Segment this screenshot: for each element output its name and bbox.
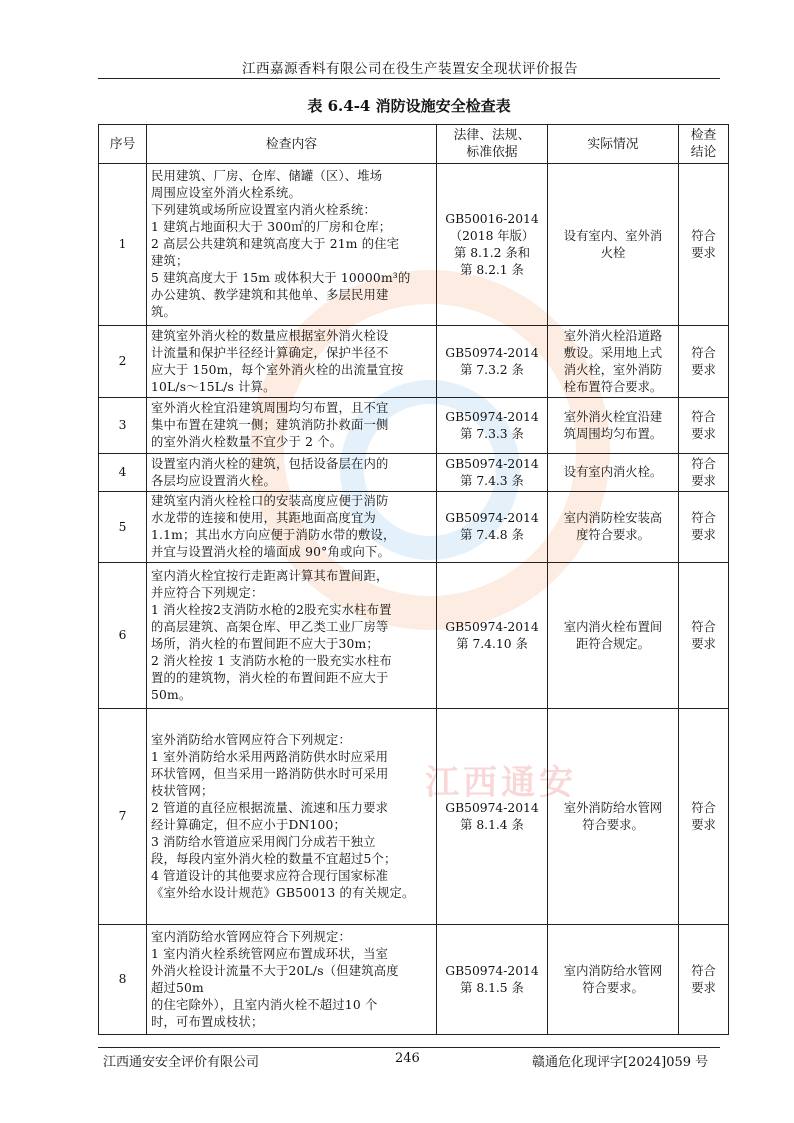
standard-basis-line: 第 7.4.3 条 (460, 473, 524, 488)
footer-rule (98, 1047, 720, 1048)
footer-company: 江西通安安全评价有限公司 (103, 1055, 260, 1070)
check-content-line: 环状管网，但当采用一路消防供水时可采用 (151, 766, 389, 781)
standard-basis-line: 第 7.3.3 条 (460, 426, 524, 441)
check-content-line: 3 消防给水管道应采用阀门分成若干独立 (151, 834, 376, 849)
check-content-line: 民用建筑、厂房、仓库、储罐（区）、堆场 (151, 169, 383, 183)
row-number: 4 (99, 454, 147, 492)
check-content-line: 各层均应设置消火栓。 (151, 473, 276, 488)
check-content-line: 2 消火栓按 1 支消防水枪的一股充实水柱布 (151, 653, 392, 668)
check-content-line: 水龙带的连接和使用，其距地面高度宜为 (151, 511, 376, 525)
table-row (99, 164, 729, 326)
actual-situation-line: 距符合规定。 (576, 636, 650, 651)
header-content: 检查内容 (147, 125, 437, 164)
check-result-line: 符合 (691, 963, 716, 978)
standard-basis-line: GB50974-2014 (445, 456, 539, 471)
table-row (99, 454, 729, 492)
actual-situation (548, 563, 679, 709)
check-content-line: 的高层建筑、高架仓库、甲乙类工业厂房等 (151, 619, 389, 634)
check-content-line: 并应符合下列规定： (151, 585, 264, 600)
check-content-line: 2 管道的直径应根据流量、流速和压力要求 (151, 800, 389, 815)
standard-basis-line: 第 8.2.1 条 (460, 262, 524, 277)
standard-basis-line: GB50016-2014 (445, 211, 539, 226)
check-content-line: 室内消火栓宜按行走距离计算其布置间距， (151, 568, 389, 583)
table-header-row (99, 125, 729, 164)
check-content (147, 398, 437, 454)
check-content (147, 925, 437, 1035)
check-result (679, 326, 729, 398)
actual-situation-line: 符合要求。 (582, 817, 644, 832)
check-content-line: 周围应设室外消火栓系统。 (151, 186, 301, 200)
row-number: 1 (99, 164, 147, 326)
actual-situation (548, 326, 679, 398)
row-number: 2 (99, 326, 147, 398)
actual-situation-line: 室内消火栓布置间 (563, 619, 663, 634)
standard-basis-line: GB50974-2014 (445, 345, 539, 360)
actual-situation (548, 492, 679, 563)
actual-situation-line: 栓布置符合要求。 (563, 379, 663, 394)
check-content-line: 场所，消火栓的布置间距不应大于30m； (151, 636, 379, 651)
actual-situation (548, 454, 679, 492)
row-number: 6 (99, 563, 147, 709)
check-content-line: 设置室内消火栓的建筑，包括设备层在内的 (151, 456, 389, 471)
check-content (147, 709, 437, 925)
check-result-line: 要求 (691, 636, 716, 651)
check-result (679, 925, 729, 1035)
check-content-line: 50m。 (151, 687, 192, 702)
check-result-line: 要求 (691, 817, 716, 832)
standard-basis-line: GB50974-2014 (445, 511, 539, 525)
standard-basis (437, 454, 548, 492)
header-actual: 实际情况 (548, 125, 679, 164)
table-title: 表 6.4-4 消防设施安全检查表 (307, 97, 511, 115)
check-result-line: 符合 (691, 409, 716, 424)
actual-situation-line: 设有室内消火栓。 (563, 465, 663, 479)
check-result-line: 符合 (691, 800, 716, 815)
actual-situation-line: 消火栓，室外消防 (563, 362, 663, 377)
table-row (99, 563, 729, 709)
check-result (679, 709, 729, 925)
actual-situation (548, 164, 679, 326)
standard-basis-line: 第 8.1.2 条和 (454, 245, 530, 260)
standard-basis-line: GB50974-2014 (445, 963, 539, 978)
check-result-line: 符合 (691, 228, 716, 243)
check-content-line: 4 管道设计的其他要求应符合现行国家标准 (151, 868, 389, 883)
check-content-line: 置的的建筑物，消火栓的布置间距不应大于 (151, 670, 389, 685)
check-result-line: 要求 (691, 245, 716, 260)
check-result (679, 492, 729, 563)
actual-situation-line: 筑周围均匀布置。 (563, 426, 663, 441)
actual-situation-line: 敷设。采用地上式 (563, 345, 663, 360)
check-result (679, 563, 729, 709)
standard-basis (437, 164, 548, 326)
standard-basis (437, 925, 548, 1035)
check-content-line: 10L/s～15L/s 计算。 (151, 379, 276, 394)
actual-situation-line: 符合要求。 (582, 980, 644, 995)
check-content-line: 《室外给水设计规范》GB50013 的有关规定。 (151, 885, 415, 900)
standard-basis-line: GB50974-2014 (445, 800, 539, 815)
check-content-line: 5 建筑高度大于 15m 或体积大于 10000m³的 (151, 271, 411, 285)
check-result (679, 398, 729, 454)
standard-basis-line: 第 8.1.5 条 (460, 980, 524, 995)
check-content (147, 492, 437, 563)
footer-page-number: 246 (395, 1051, 420, 1066)
table-row (99, 326, 729, 398)
table-row (99, 709, 729, 925)
check-content-line: 2 高层公共建筑和建筑高度大于 21m 的住宅 (151, 237, 400, 251)
check-result-line: 要求 (691, 528, 716, 542)
check-content-line: 的住宅除外），且室内消火栓不超过10 个 (151, 997, 378, 1012)
header-basis: 法律、法规、 标准依据 (437, 125, 548, 164)
check-content-line: 办公建筑、教学建筑和其他单、多层民用建 (151, 288, 389, 302)
check-content-line: 室外消防给水管网应符合下列规定： (151, 732, 351, 747)
check-content-line: 1 消火栓按2支消防水枪的2股充实水柱布置 (151, 602, 392, 617)
check-content-line: 计流量和保护半径经计算确定，保护半径不 (151, 345, 389, 360)
actual-situation-line: 室外消防给水管网 (563, 800, 663, 815)
actual-situation-line: 火栓 (600, 245, 626, 260)
check-content-line: 段，每段内室外消火栓的数量不宜超过5个； (151, 851, 397, 866)
standard-basis (437, 492, 548, 563)
page-header: 江西嘉源香料有限公司在役生产装置安全现状评价报告 (242, 61, 578, 77)
actual-situation-line: 室外消火栓宜沿建 (563, 409, 663, 424)
standard-basis-line: 第 8.1.4 条 (460, 817, 524, 832)
actual-situation-line: 设有室内、室外消 (563, 228, 663, 243)
check-content-line: 外消火栓设计流量不大于20L/s（但建筑高度 (151, 963, 399, 978)
check-content (147, 326, 437, 398)
check-content-line: 1 室外消防给水采用两路消防供水时应采用 (151, 749, 389, 764)
footer-doc-number: 赣通危化现评字[2024]059 号 (532, 1055, 709, 1070)
check-content-line: 应大于 150m，每个室外消火栓的出流量宜按 (151, 362, 404, 377)
check-result-line: 要求 (691, 426, 716, 441)
check-content (147, 563, 437, 709)
standard-basis (437, 709, 548, 925)
check-content-line: 枝状管网； (151, 783, 214, 798)
check-content-line: 下列建筑或场所应设置室内消火栓系统： (151, 203, 376, 217)
check-content-line: 室内消防给水管网应符合下列规定： (151, 929, 351, 944)
row-number: 7 (99, 709, 147, 925)
check-content-line: 建筑室外消火栓的数量应根据室外消火栓设 (151, 328, 389, 343)
check-result (679, 164, 729, 326)
check-result-line: 符合 (691, 511, 716, 525)
standard-basis-line: GB50974-2014 (445, 619, 539, 634)
actual-situation (548, 925, 679, 1035)
actual-situation-line: 室内消防栓安装高 (563, 511, 663, 525)
check-content-line: 1.1m；其出水方向应便于消防水带的敷设， (151, 528, 396, 542)
check-result-line: 符合 (691, 345, 716, 360)
inspection-table (98, 124, 729, 1035)
check-result-line: 符合 (691, 619, 716, 634)
standard-basis (437, 398, 548, 454)
check-content-line: 建筑； (151, 254, 189, 268)
check-content-line: 室外消火栓宜沿建筑周围均匀布置，且不宜 (151, 401, 389, 415)
actual-situation (548, 709, 679, 925)
row-number: 8 (99, 925, 147, 1035)
check-content-line: 经计算确定，但不应小于DN100； (151, 817, 347, 832)
check-content-line: 集中布置在建筑一侧；建筑消防扑救面一侧 (151, 418, 389, 432)
watermark-brand: 江西通安 (425, 763, 577, 803)
check-content-line: 1 室内消火栓系统管网应布置成环状，当室 (151, 946, 389, 961)
actual-situation-line: 室外消火栓沿道路 (563, 328, 663, 343)
check-content-line: 建筑室内消火栓栓口的安装高度应便于消防 (151, 494, 389, 508)
table-row (99, 398, 729, 454)
standard-basis-line: 第 7.4.10 条 (456, 636, 528, 651)
standard-basis-line: GB50974-2014 (445, 409, 539, 424)
check-result-line: 要求 (691, 362, 716, 377)
check-result (679, 454, 729, 492)
standard-basis-line: （2018 年版） (449, 228, 535, 243)
header-no: 序号 (99, 125, 147, 164)
actual-situation-line: 度符合要求。 (576, 528, 650, 542)
standard-basis-line: 第 7.3.2 条 (460, 362, 524, 377)
header-rule (98, 78, 720, 79)
check-content-line: 时，可布置成枝状； (151, 1014, 264, 1029)
check-content-line: 并宜与设置消火栓的墙面成 90°角或向下。 (151, 545, 390, 559)
table-row (99, 925, 729, 1035)
standard-basis (437, 563, 548, 709)
standard-basis-line: 第 7.4.8 条 (460, 528, 524, 542)
check-content-line: 超过50m (151, 980, 204, 995)
header-result: 检查 结论 (679, 125, 729, 164)
check-content-line: 筑。 (151, 305, 176, 319)
row-number: 5 (99, 492, 147, 563)
standard-basis (437, 326, 548, 398)
check-result-line: 符合 (691, 456, 716, 471)
check-result-line: 要求 (691, 980, 716, 995)
check-content (147, 454, 437, 492)
actual-situation-line: 室内消防给水管网 (563, 963, 663, 978)
check-content-line: 的室外消火栓数量不宜少于 2 个。 (151, 435, 343, 449)
row-number: 3 (99, 398, 147, 454)
check-result-line: 要求 (691, 473, 716, 488)
check-content-line: 1 建筑占地面积大于 300㎡的厂房和仓库； (151, 220, 392, 234)
table-row (99, 492, 729, 563)
check-content (147, 164, 437, 326)
actual-situation (548, 398, 679, 454)
